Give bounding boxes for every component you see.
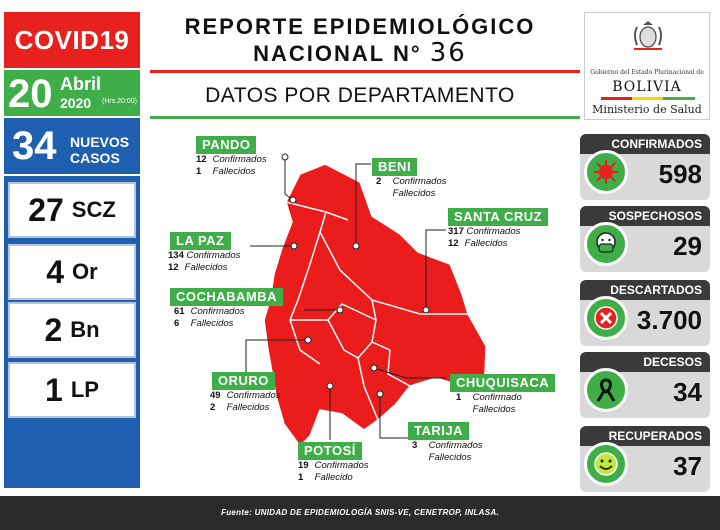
dept-stats-santa-cruz (448, 226, 520, 250)
covid-label: COVID19 (4, 12, 140, 68)
region-count: 4 (46, 253, 65, 290)
bolivia-map (150, 124, 580, 494)
stat-discarded (580, 280, 710, 346)
potosi-deaths-label: Fallecido (314, 472, 353, 483)
new-cases (4, 118, 140, 174)
cochabamba-confirmed: 61 (174, 306, 185, 317)
region-count: 1 (45, 371, 63, 408)
pando-confirmed: 12 (196, 154, 207, 165)
oruro-deaths: 2 (210, 402, 216, 413)
page-subtitle: DATOS POR DEPARTAMENTO (205, 84, 515, 107)
beni-confirmed-label: Confirmados (392, 176, 447, 187)
tarija-confirmed-label: Confirmados (428, 440, 483, 451)
new-cases-count: 34 (12, 124, 57, 168)
dept-stats-la-paz (168, 250, 240, 274)
virus-icon (584, 150, 628, 194)
stat-recovered-label: RECUPERADOS (580, 426, 710, 446)
region-code: SCZ (71, 197, 116, 222)
new-cases-label-line1: NUEVOS (70, 134, 130, 150)
pando-deaths: 1 (196, 166, 202, 177)
divider-red (150, 70, 580, 73)
la-paz-deaths: 12 (168, 262, 179, 273)
potosi-confirmed: 19 (298, 460, 309, 471)
oruro-confirmed-label: Confirmados (226, 390, 281, 401)
dept-label-potosi: POTOSÍ (298, 442, 362, 460)
santa-cruz-deaths: 12 (448, 238, 459, 249)
stat-suspected-label: SOSPECHOSOS (580, 206, 710, 226)
dept-label-la-paz: LA PAZ (170, 232, 231, 250)
beni-deaths-label: Fallecidos (392, 188, 436, 199)
report-number: 36 (429, 38, 467, 68)
santa-cruz-deaths-label: Fallecidos (464, 238, 508, 249)
dept-stats-chuquisaca (456, 392, 522, 416)
region-item (8, 302, 136, 358)
santa-cruz-confirmed: 317 (448, 226, 464, 237)
new-cases-label-line2: CASOS (70, 150, 120, 166)
new-cases-label (70, 134, 129, 166)
pando-confirmed-label: Confirmados (212, 154, 267, 165)
date-day: 20 (8, 72, 53, 116)
smiley-icon (584, 442, 628, 486)
dept-stats-oruro (210, 390, 281, 414)
la-paz-confirmed-label: Confirmados (186, 250, 241, 261)
stat-confirmed-label: CONFIRMADOS (580, 134, 710, 154)
region-code: LP (70, 377, 99, 402)
dept-stats-pando (196, 154, 267, 178)
tarija-confirmed: 3 (412, 440, 418, 451)
flag-stripe (601, 97, 695, 100)
cochabamba-deaths: 6 (174, 318, 180, 329)
potosi-deaths: 1 (298, 472, 304, 483)
dept-stats-potosi (298, 460, 369, 484)
dept-label-beni: BENI (372, 158, 417, 176)
dept-stats-beni (376, 176, 447, 200)
date-hours: (Hrs.20:00) (102, 98, 138, 105)
pando-deaths-label: Fallecidos (212, 166, 256, 177)
cochabamba-confirmed-label: Confirmados (190, 306, 245, 317)
stat-confirmed-value: 598 (658, 159, 702, 189)
title-line2 (150, 40, 570, 67)
region-count: 27 (28, 191, 64, 228)
la-paz-confirmed: 134 (168, 250, 184, 261)
dept-label-cochabamba: COCHABAMBA (170, 288, 283, 306)
potosi-confirmed-label: Confirmados (314, 460, 369, 471)
region-code: Bn (70, 317, 100, 342)
mask-icon (584, 222, 628, 266)
santa-cruz-confirmed-label: Confirmados (466, 226, 521, 237)
dept-label-chuquisaca: CHUQUISACA (450, 374, 555, 392)
stat-recovered-value: 37 (673, 451, 702, 481)
la-paz-deaths-label: Fallecidos (184, 262, 228, 273)
stat-recovered (580, 426, 710, 492)
region-item (8, 362, 136, 418)
report-title (150, 14, 570, 67)
report-date (4, 70, 140, 116)
date-year: 2020 (60, 95, 92, 111)
title-line2-prefix: NACIONAL N° (253, 41, 422, 66)
close-circle-icon (584, 296, 628, 340)
chuquisaca-confirmed: 1 (456, 392, 462, 403)
tarija-deaths-label: Fallecidos (428, 452, 472, 463)
cochabamba-deaths-label: Fallecidos (190, 318, 234, 329)
region-item (8, 182, 136, 238)
region-code: Or (72, 259, 98, 284)
stat-suspected-value: 29 (673, 231, 702, 261)
chuquisaca-deaths-label: Fallecidos (472, 404, 516, 415)
ribbon-icon (584, 368, 628, 412)
dept-label-santa-cruz: SANTA CRUZ (448, 208, 548, 226)
stat-confirmed (580, 134, 710, 200)
logo-ministry: Ministerio de Salud (592, 103, 702, 116)
chuquisaca-confirmed-label: Confirmado (472, 392, 522, 403)
stat-deaths-label: DECESOS (580, 352, 710, 372)
region-count: 2 (44, 311, 63, 348)
stat-discarded-value: 3.700 (636, 305, 702, 335)
dept-stats-cochabamba (174, 306, 245, 330)
coat-of-arms-icon (631, 21, 665, 51)
dept-stats-tarija (412, 440, 483, 464)
divider-green (150, 116, 580, 119)
beni-confirmed: 2 (376, 176, 382, 187)
stat-discarded-label: DESCARTADOS (580, 280, 710, 300)
dept-label-oruro: ORURO (212, 372, 275, 390)
title-line1: REPORTE EPIDEMIOLÓGICO (184, 14, 536, 39)
oruro-deaths-label: Fallecidos (226, 402, 270, 413)
logo-government: Gobierno del Estado Plurinacional de (590, 69, 704, 76)
ministry-logo (584, 12, 710, 120)
stat-deaths-value: 34 (673, 377, 702, 407)
new-cases-by-region (4, 176, 140, 488)
stat-suspected (580, 206, 710, 272)
stat-deaths (580, 352, 710, 418)
region-item (8, 244, 136, 300)
oruro-confirmed: 49 (210, 390, 221, 401)
source-footer: Fuente: UNIDAD DE EPIDEMIOLOGÍA SNIS-VE, CENETROP, INLASA. (0, 496, 720, 530)
date-month: Abril (60, 74, 102, 94)
logo-country: BOLIVIA (612, 79, 682, 95)
dept-label-tarija: TARIJA (408, 422, 469, 440)
dept-label-pando: PANDO (196, 136, 256, 154)
